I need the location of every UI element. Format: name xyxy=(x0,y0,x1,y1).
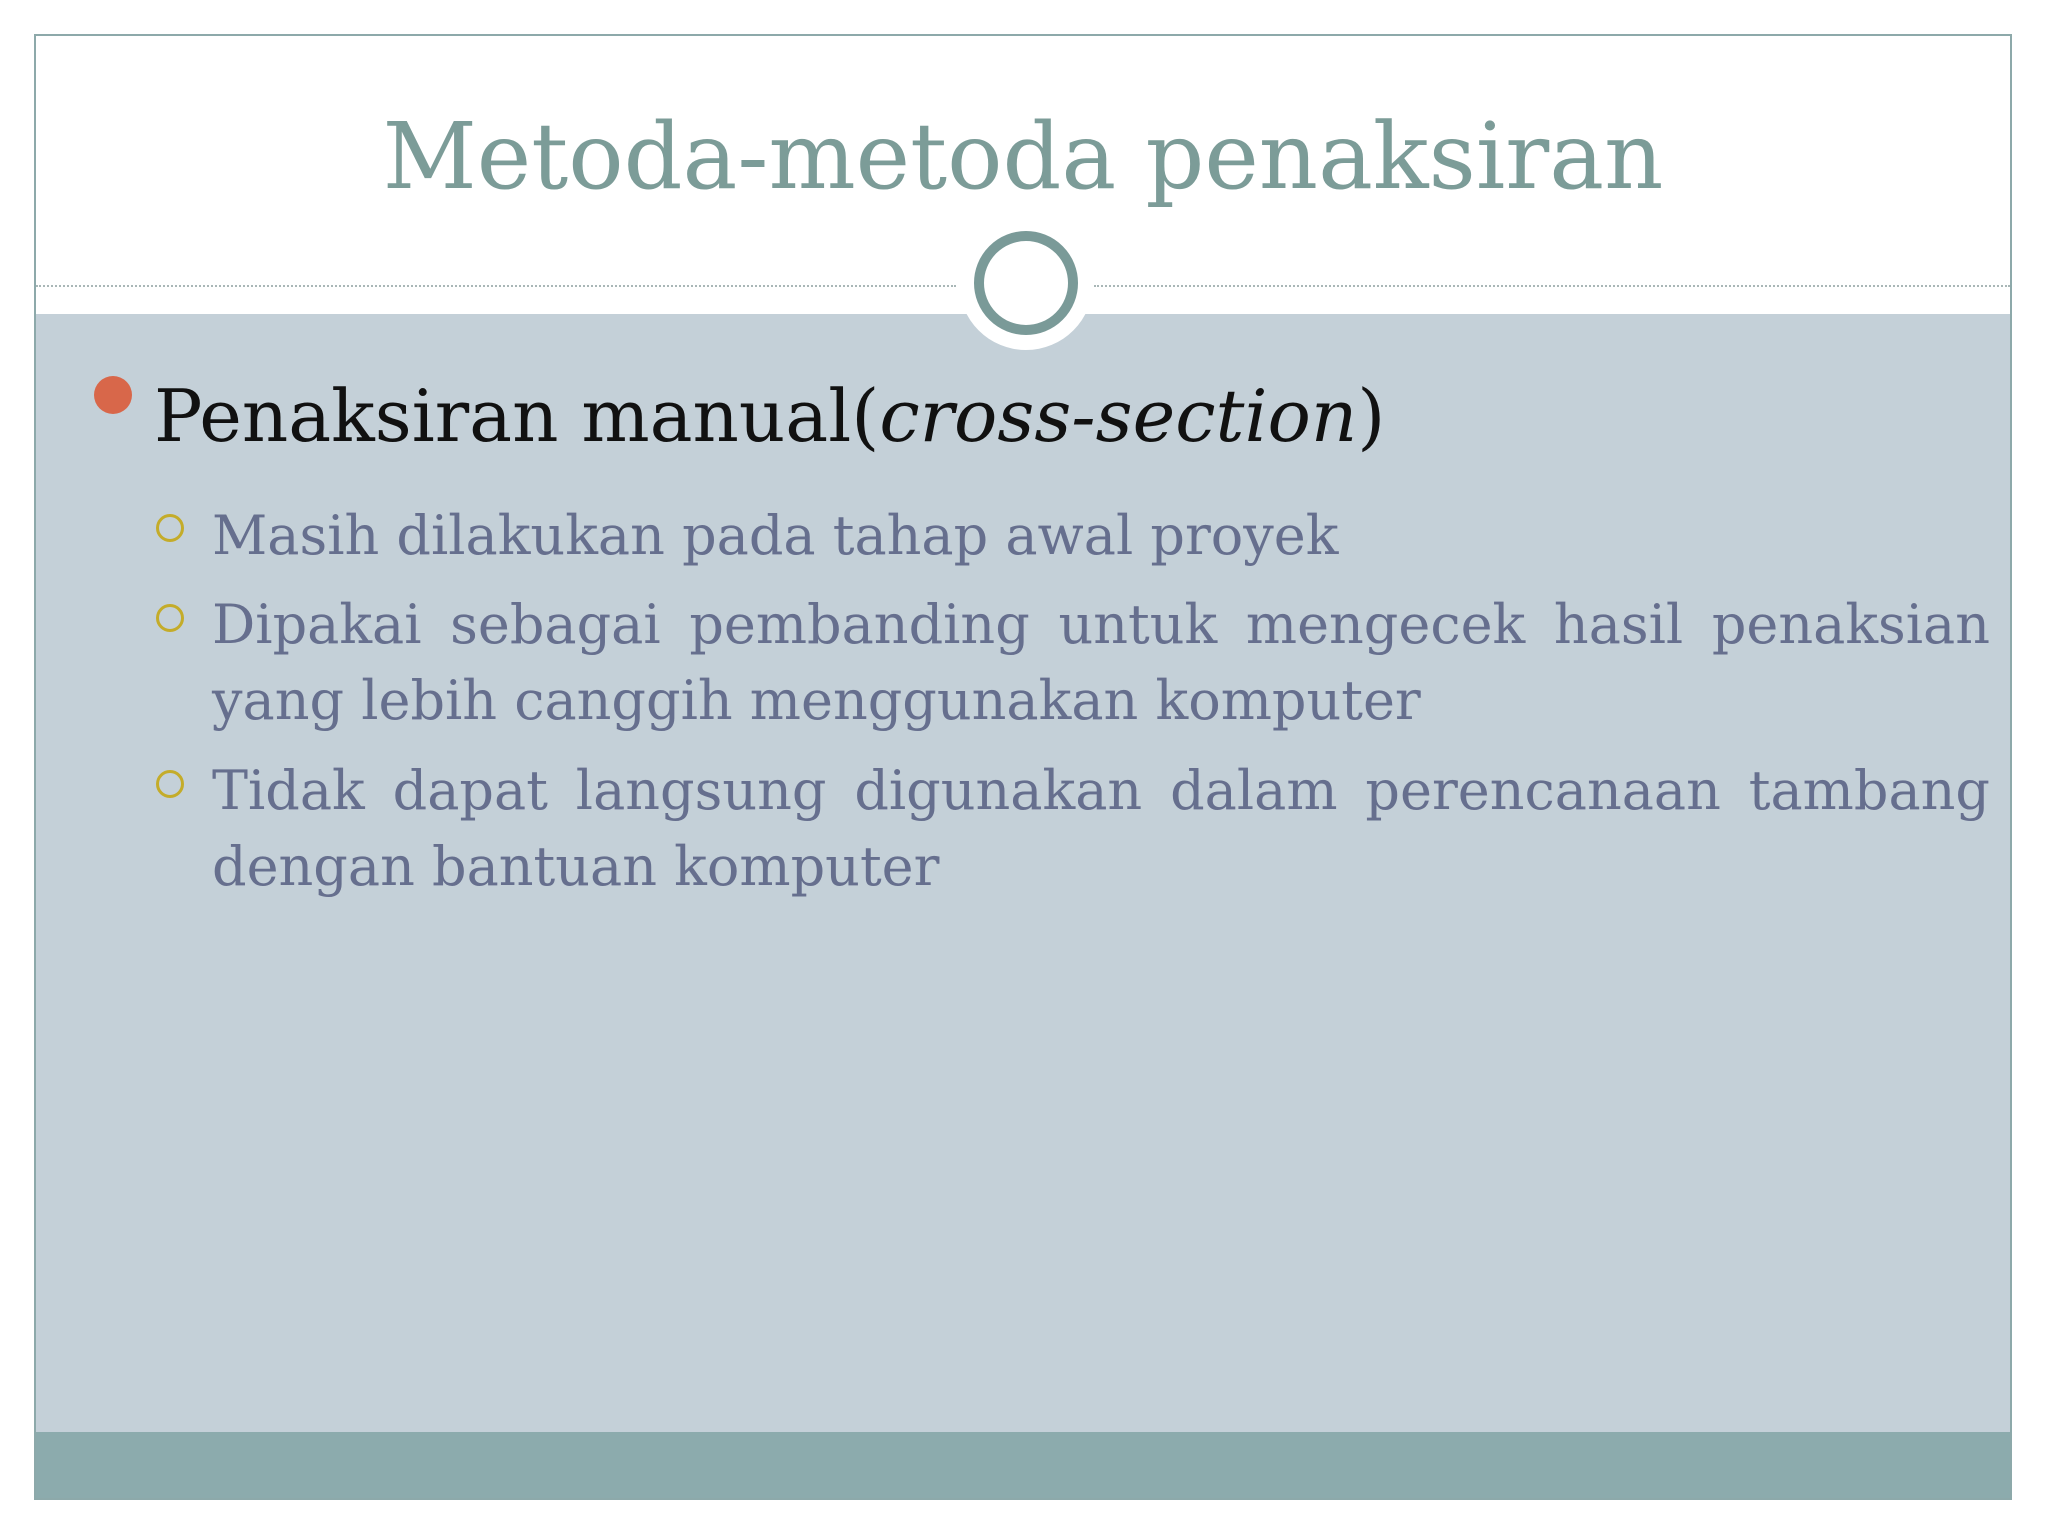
sub-bullet-item: Dipakai sebagai pembanding untuk mengecek hasil penaksian yang lebih canggih menggunakan komputer xyxy=(212,593,1990,732)
title-divider-right xyxy=(1094,285,2010,287)
sub-bullet-item: Masih dilakukan pada tahap awal proyek xyxy=(212,504,1339,567)
title-divider-left xyxy=(36,285,956,287)
bullet-text-italic: cross-section xyxy=(879,374,1358,458)
bullet-text: Penaksiran manual( xyxy=(154,374,880,458)
slide xyxy=(34,34,2012,1500)
slide-title: Metoda-metoda penaksiran xyxy=(382,103,1664,210)
sub-bullet-item: Tidak dapat langsung digunakan dalam perencanaan tambang dengan bantuan komputer xyxy=(212,759,1990,898)
bullet-dot-icon xyxy=(94,376,132,414)
bullet-item-main xyxy=(154,366,1994,466)
bullet-text-close: ) xyxy=(1357,374,1386,458)
footer-band xyxy=(36,1432,2010,1500)
circle-ornament-icon xyxy=(974,231,1078,335)
sub-bullet-ring-icon xyxy=(156,514,184,542)
sub-bullet-ring-icon xyxy=(156,604,184,632)
sub-bullet-ring-icon xyxy=(156,770,184,798)
